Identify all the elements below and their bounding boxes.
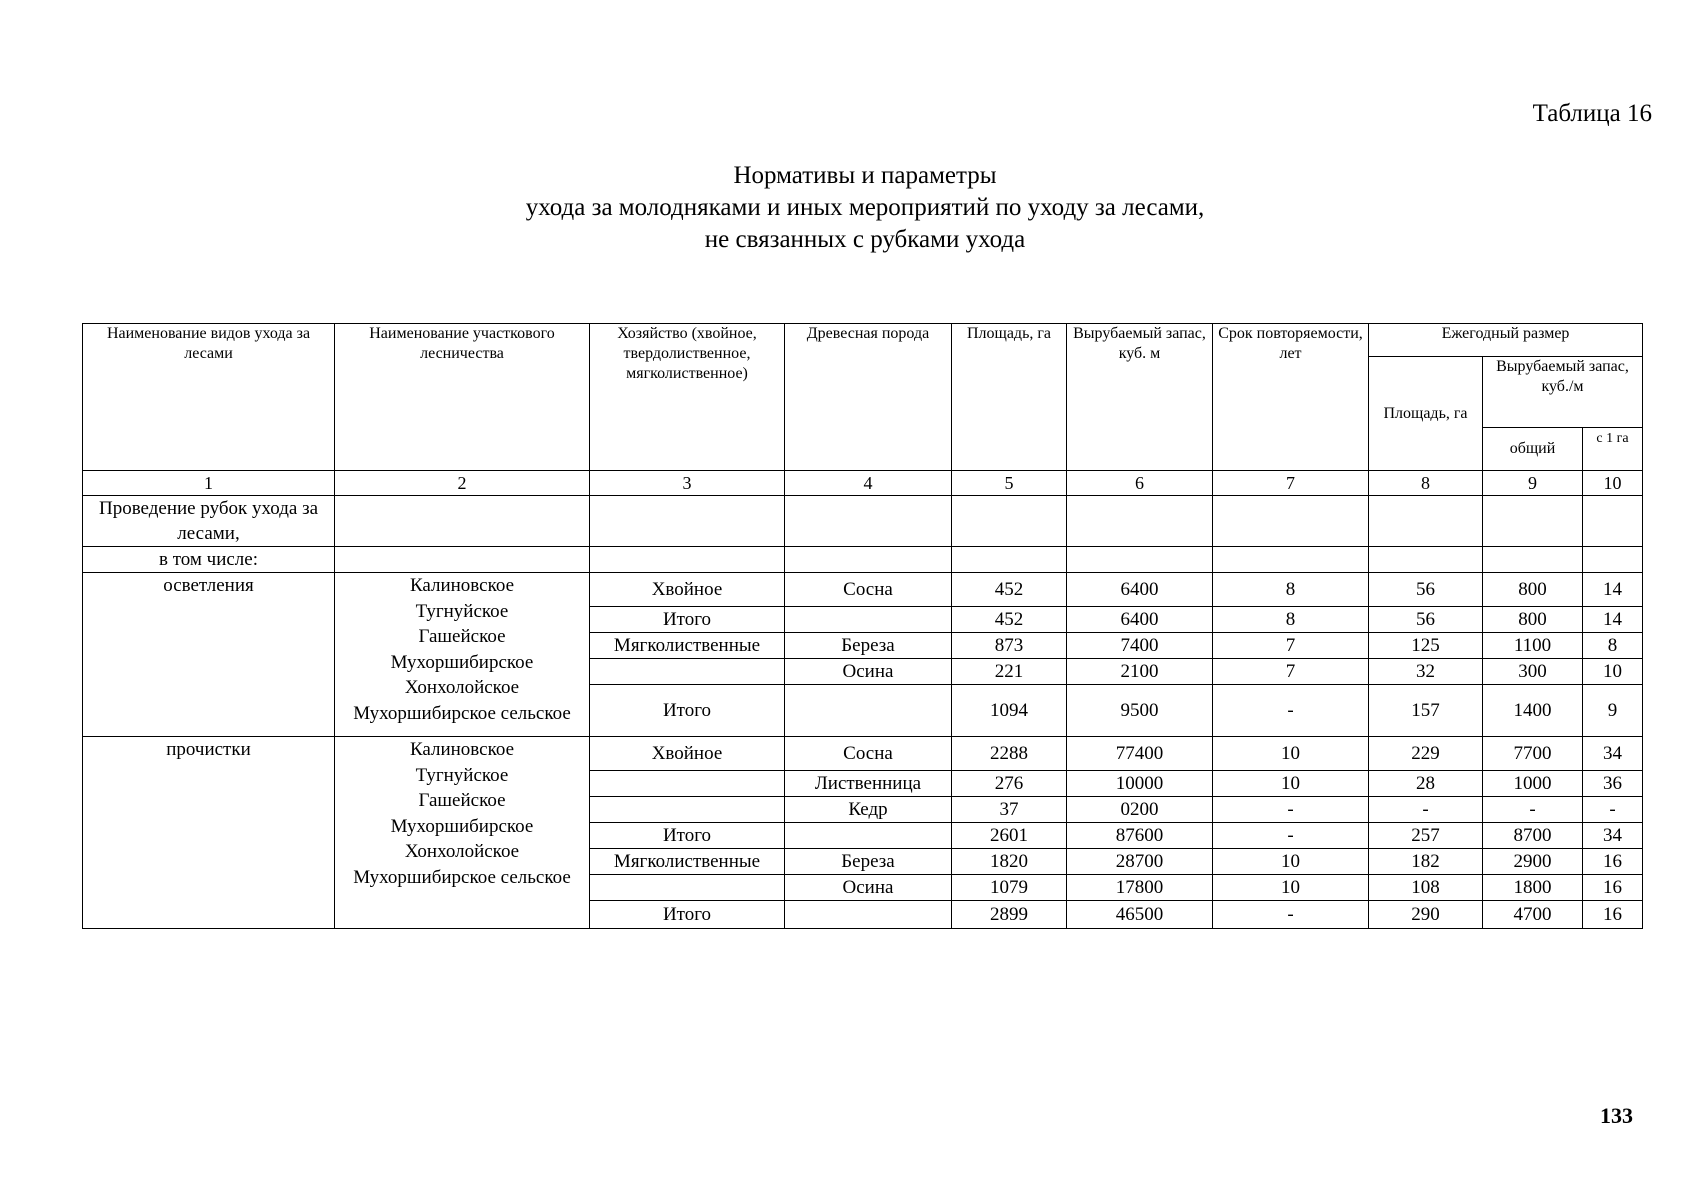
volume-cell: 2100 xyxy=(1067,659,1213,685)
volume-cell: 6400 xyxy=(1067,573,1213,607)
column-number: 6 xyxy=(1067,471,1213,496)
species-cell xyxy=(785,823,952,849)
economy-cell: Итого xyxy=(590,823,785,849)
annual-per-ha-cell: 10 xyxy=(1583,659,1643,685)
period-cell: - xyxy=(1213,685,1369,737)
annual-area-cell: 108 xyxy=(1369,875,1483,901)
forestry-name: Калиновское xyxy=(409,575,515,596)
header-forestry: Наименование участкового лесничества xyxy=(335,324,590,471)
volume-cell: 17800 xyxy=(1067,875,1213,901)
header-economy: Хозяйство (хвойное, твердолиственное, мягколиственное) xyxy=(590,324,785,471)
header-area: Площадь, га xyxy=(952,324,1067,471)
header-volume: Вырубаемый запас, куб. м xyxy=(1067,324,1213,471)
economy-cell: Мягколиственные xyxy=(590,849,785,875)
forestry-name: Мухоршибирское xyxy=(390,651,534,673)
forestry-name: Мухоршибирское xyxy=(390,815,534,837)
forestry-name: Гашейское xyxy=(418,626,506,647)
period-cell: 10 xyxy=(1213,737,1369,771)
annual-total-cell: 4700 xyxy=(1483,901,1583,929)
period-cell: 7 xyxy=(1213,659,1369,685)
economy-cell xyxy=(590,771,785,797)
area-cell: 1094 xyxy=(952,685,1067,737)
annual-area-cell: 157 xyxy=(1369,685,1483,737)
document-heading xyxy=(0,160,1698,256)
species-cell xyxy=(785,607,952,633)
forestry-name: Мухоршибирское сельское xyxy=(353,702,571,724)
intro-label: Проведение рубок ухода за лесами, xyxy=(83,496,335,547)
economy-cell xyxy=(590,875,785,901)
period-cell: - xyxy=(1213,901,1369,929)
annual-total-cell: 1400 xyxy=(1483,685,1583,737)
column-number: 10 xyxy=(1583,471,1643,496)
forestry-name: Мухоршибирское сельское xyxy=(353,866,571,888)
annual-area-cell: 125 xyxy=(1369,633,1483,659)
forestry-name: Тугнуйское xyxy=(415,600,509,622)
species-cell: Сосна xyxy=(785,573,952,607)
header-period: Срок повторяемости, лет xyxy=(1213,324,1369,471)
economy-cell: Хвойное xyxy=(590,737,785,771)
period-cell: 8 xyxy=(1213,607,1369,633)
area-cell: 452 xyxy=(952,573,1067,607)
volume-cell: 46500 xyxy=(1067,901,1213,929)
forestry-list xyxy=(335,573,590,737)
annual-area-cell: 182 xyxy=(1369,849,1483,875)
economy-cell xyxy=(590,797,785,823)
header-annual-area: Площадь, га xyxy=(1369,357,1483,471)
annual-area-cell: 257 xyxy=(1369,823,1483,849)
volume-cell: 9500 xyxy=(1067,685,1213,737)
forestry-name: Хонхолойское xyxy=(404,841,520,862)
intro-label-2: в том числе: xyxy=(83,547,335,573)
heading-line-3: не связанных с рубками ухода xyxy=(704,226,1026,253)
intro-row-2 xyxy=(83,547,1643,573)
table-header xyxy=(83,324,1643,496)
area-cell: 2288 xyxy=(952,737,1067,771)
species-cell: Кедр xyxy=(785,797,952,823)
forestry-list xyxy=(335,737,590,929)
header-annual-volume: Вырубаемый запас, куб./м xyxy=(1483,357,1643,428)
species-cell: Осина xyxy=(785,659,952,685)
column-number: 1 xyxy=(83,471,335,496)
annual-per-ha-cell: 16 xyxy=(1583,849,1643,875)
annual-area-cell: 290 xyxy=(1369,901,1483,929)
volume-cell: 87600 xyxy=(1067,823,1213,849)
column-number: 3 xyxy=(590,471,785,496)
economy-cell: Хвойное xyxy=(590,573,785,607)
economy-cell: Итого xyxy=(590,607,785,633)
header-types: Наименование видов ухода за лесами xyxy=(83,324,335,471)
period-cell: - xyxy=(1213,797,1369,823)
annual-per-ha-cell: 16 xyxy=(1583,901,1643,929)
column-number: 2 xyxy=(335,471,590,496)
volume-cell: 6400 xyxy=(1067,607,1213,633)
annual-total-cell: 800 xyxy=(1483,573,1583,607)
volume-cell: 28700 xyxy=(1067,849,1213,875)
area-cell: 873 xyxy=(952,633,1067,659)
period-cell: - xyxy=(1213,823,1369,849)
annual-per-ha-cell: - xyxy=(1583,797,1643,823)
page-number: 133 xyxy=(1600,1103,1633,1128)
annual-per-ha-cell: 36 xyxy=(1583,771,1643,797)
header-annual: Ежегодный размер xyxy=(1369,324,1643,357)
annual-per-ha-cell: 14 xyxy=(1583,607,1643,633)
header-per-ha: с 1 га xyxy=(1583,428,1643,471)
header-species: Древесная порода xyxy=(785,324,952,471)
annual-total-cell: 2900 xyxy=(1483,849,1583,875)
care-type-cell: прочистки xyxy=(83,737,335,929)
table-label: Таблица 16 xyxy=(1532,100,1652,127)
annual-per-ha-cell: 34 xyxy=(1583,823,1643,849)
area-cell: 2601 xyxy=(952,823,1067,849)
economy-cell: Мягколиственные xyxy=(590,633,785,659)
annual-per-ha-cell: 9 xyxy=(1583,685,1643,737)
period-cell: 7 xyxy=(1213,633,1369,659)
annual-total-cell: 1800 xyxy=(1483,875,1583,901)
column-numbers-row xyxy=(83,471,1643,496)
volume-cell: 0200 xyxy=(1067,797,1213,823)
forestry-name: Тугнуйское xyxy=(415,764,509,786)
annual-area-cell: 32 xyxy=(1369,659,1483,685)
annual-total-cell: 300 xyxy=(1483,659,1583,685)
annual-area-cell: 28 xyxy=(1369,771,1483,797)
forestry-name: Хонхолойское xyxy=(404,677,520,698)
species-cell: Береза xyxy=(785,849,952,875)
period-cell: 8 xyxy=(1213,573,1369,607)
forestry-name: Калиновское xyxy=(409,739,515,760)
economy-cell xyxy=(590,659,785,685)
table-body xyxy=(83,496,1643,929)
annual-area-cell: 229 xyxy=(1369,737,1483,771)
period-cell: 10 xyxy=(1213,875,1369,901)
period-cell: 10 xyxy=(1213,849,1369,875)
species-cell: Береза xyxy=(785,633,952,659)
heading-line-2: ухода за молодняками и иных мероприятий по уходу за лесами, xyxy=(525,194,1205,221)
area-cell: 1079 xyxy=(952,875,1067,901)
annual-per-ha-cell: 8 xyxy=(1583,633,1643,659)
species-cell xyxy=(785,685,952,737)
heading-line-1: Нормативы и параметры xyxy=(733,162,997,189)
annual-total-cell: - xyxy=(1483,797,1583,823)
norms-table xyxy=(82,323,1643,929)
column-number: 8 xyxy=(1369,471,1483,496)
annual-per-ha-cell: 14 xyxy=(1583,573,1643,607)
area-cell: 2899 xyxy=(952,901,1067,929)
care-type-cell: осветления xyxy=(83,573,335,737)
species-cell: Лиственница xyxy=(785,771,952,797)
annual-total-cell: 1000 xyxy=(1483,771,1583,797)
annual-total-cell: 8700 xyxy=(1483,823,1583,849)
volume-cell: 10000 xyxy=(1067,771,1213,797)
annual-per-ha-cell: 16 xyxy=(1583,875,1643,901)
annual-per-ha-cell: 34 xyxy=(1583,737,1643,771)
header-total: общий xyxy=(1483,428,1583,471)
area-cell: 452 xyxy=(952,607,1067,633)
area-cell: 1820 xyxy=(952,849,1067,875)
area-cell: 221 xyxy=(952,659,1067,685)
intro-row xyxy=(83,496,1643,547)
annual-area-cell: - xyxy=(1369,797,1483,823)
volume-cell: 77400 xyxy=(1067,737,1213,771)
species-cell: Осина xyxy=(785,875,952,901)
economy-cell: Итого xyxy=(590,685,785,737)
forestry-name: Гашейское xyxy=(418,790,506,811)
economy-cell: Итого xyxy=(590,901,785,929)
column-number: 5 xyxy=(952,471,1067,496)
area-cell: 37 xyxy=(952,797,1067,823)
species-cell xyxy=(785,901,952,929)
volume-cell: 7400 xyxy=(1067,633,1213,659)
annual-area-cell: 56 xyxy=(1369,573,1483,607)
annual-total-cell: 7700 xyxy=(1483,737,1583,771)
area-cell: 276 xyxy=(952,771,1067,797)
annual-total-cell: 1100 xyxy=(1483,633,1583,659)
annual-area-cell: 56 xyxy=(1369,607,1483,633)
column-number: 7 xyxy=(1213,471,1369,496)
period-cell: 10 xyxy=(1213,771,1369,797)
table-row xyxy=(83,573,1643,607)
column-number: 9 xyxy=(1483,471,1583,496)
annual-total-cell: 800 xyxy=(1483,607,1583,633)
column-number: 4 xyxy=(785,471,952,496)
species-cell: Сосна xyxy=(785,737,952,771)
table-row xyxy=(83,737,1643,771)
